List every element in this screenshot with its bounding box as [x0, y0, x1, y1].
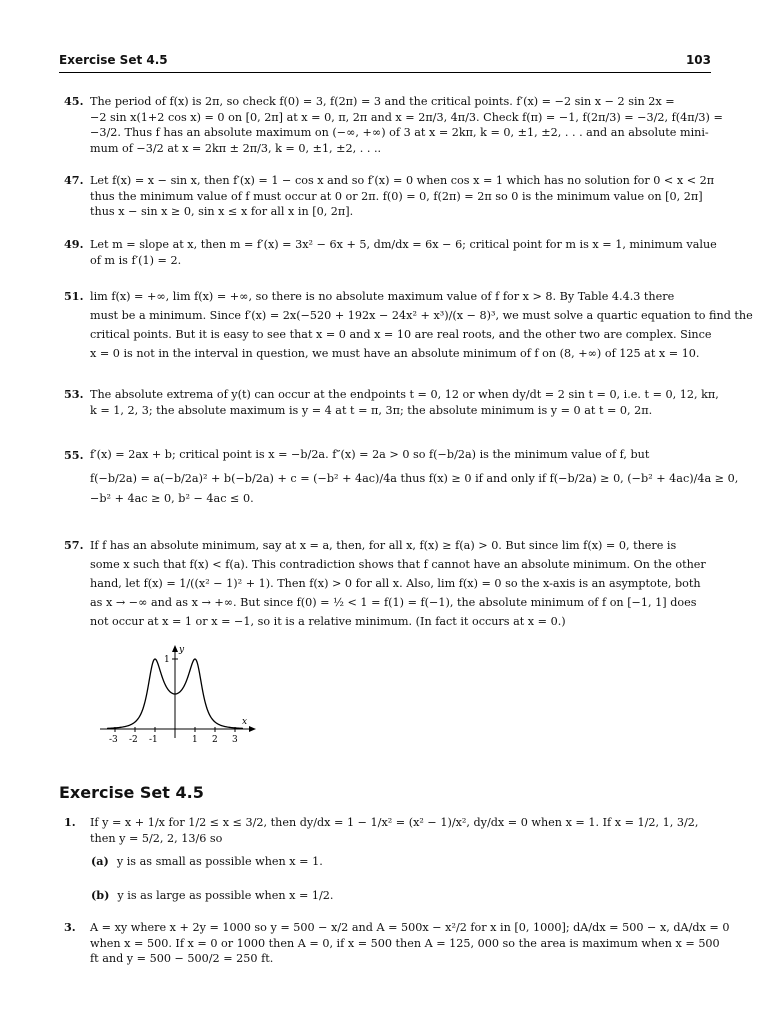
exercise-line: some x such that f(x) < f(a). This contradiction shows that f cannot have an absolute minimum. On the other	[90, 558, 706, 571]
exercise-line: not occur at x = 1 or x = −1, so it is a relative minimum. (In fact it occurs at x = 0.)	[90, 615, 566, 628]
exercise-51	[64, 287, 753, 363]
y-axis-label: y	[179, 645, 185, 655]
exercise-line: −2 sin x(1+2 cos x) = 0 on [0, 2π] at x = 0, π, 2π and x = 2π/3, 4π/3. Check f(π) = −1, f(2π/3) = −3/2, f(4π/3) =	[90, 110, 723, 124]
x-tick-label: -3	[109, 735, 118, 745]
exercise-line: critical points. But it is easy to see that x = 0 and x = 10 are real roots, and the other two are complex. Since	[90, 328, 712, 341]
exercise-53	[64, 387, 719, 418]
exercise-line: If y = x + 1/x for 1/2 ≤ x ≤ 3/2, then dy/dx = 1 − 1/x² = (x² − 1)/x², dy/dx = 0 when x = 1. If x = 1/2, 1, 3/2,	[90, 816, 699, 829]
exercise-line: −b² + 4ac ≥ 0, b² − 4ac ≤ 0.	[90, 492, 254, 505]
exercise-47	[64, 173, 715, 220]
exercise-line: −3/2. Thus f has an absolute maximum on (−∞, +∞) of 3 at x = 2kπ, k = 0, ±1, ±2, . . . and an absolute mini-	[90, 126, 709, 139]
part-a	[91, 854, 323, 868]
exercise-line: of m is f′(1) = 2.	[90, 253, 182, 267]
exercise-line: lim f(x) = +∞, lim f(x) = +∞, so there is no absolute maximum value of f for x > 8. By Table 4.4.3 there	[90, 290, 675, 303]
exercise-line: thus the minimum value of f must occur at 0 or 2π. f(0) = 0, f(2π) = 2π so 0 is the minimum value on [0, 2π]	[90, 189, 703, 203]
exercise-line: Let f(x) = x − sin x, then f′(x) = 1 − cos x and so f′(x) = 0 when cos x = 1 which has no solution for 0 < x < 2π	[90, 174, 715, 187]
exercise-55	[64, 443, 739, 507]
exercise-line: The absolute extrema of y(t) can occur at the endpoints t = 0, 12 or when dy/dt = 2 sin t = 0, i.e. t = 0, 12, kπ,	[90, 388, 719, 401]
header-title: Exercise Set 4.5	[59, 53, 168, 67]
exercise-number: 51.	[64, 289, 84, 303]
page-header	[59, 52, 711, 73]
section-exercise-3	[64, 920, 730, 967]
x-axis-arrow	[249, 726, 256, 732]
exercise-45	[64, 94, 723, 156]
part-text: y is as large as possible when x = 1/2.	[117, 889, 334, 902]
exercise-line: as x → −∞ and as x → +∞. But since f(0) = ½ < 1 = f(1) = f(−1), the absolute minimum of f on [−1, 1] does	[90, 596, 697, 609]
section-exercise-1	[64, 815, 711, 846]
exercise-line: The period of f(x) is 2π, so check f(0) = 3, f(2π) = 3 and the critical points. f′(x) = −2 sin x − 2 sin 2x =	[90, 95, 675, 108]
exercise-line: thus x − sin x ≥ 0, sin x ≤ x for all x in [0, 2π].	[90, 205, 354, 218]
exercise-line: A = xy where x + 2y = 1000 so y = 500 − x/2 and A = 500x − x²/2 for x in [0, 1000]; dA/dx = 500 − x, dA/dx = 0	[90, 921, 730, 934]
page-number: 103	[685, 53, 711, 67]
exercise-57	[64, 536, 711, 631]
exercise-line: Let m = slope at x, then m = f′(x) = 3x² − 6x + 5, dm/dx = 6x − 6; critical point for m is x = 1, minimum value	[90, 238, 717, 251]
part-label: (a)	[91, 854, 109, 868]
exercise-line: ft and y = 500 − 500/2 = 250 ft.	[90, 952, 274, 965]
exercise-number: 53.	[64, 387, 84, 401]
exercise-line: when x = 500. If x = 0 or 1000 then A = 0, if x = 500 then A = 125, 000 so the area is maximum when x = 500	[90, 936, 720, 950]
exercise-line: x = 0 is not in the interval in question, we must have an absolute minimum of f on (8, +∞) of 125 at x = 10.	[90, 347, 700, 360]
exercise-line: f′(x) = 2ax + b; critical point is x = −b/2a. f″(x) = 2a > 0 so f(−b/2a) is the minimum value of f, but	[90, 448, 650, 461]
exercise-line: hand, let f(x) = 1/((x² − 1)² + 1). Then f(x) > 0 for all x. Also, lim f(x) = 0 so the x-axis is an asymptote, both	[90, 577, 701, 590]
exercise-line: mum of −3/2 at x = 2kπ ± 2π/3, k = 0, ±1, ±2, . . ..	[90, 141, 382, 155]
exercise-number: 1.	[64, 815, 76, 829]
y-tick-label: 1	[164, 655, 170, 665]
y-axis-arrow	[172, 645, 178, 652]
part-text: y is as small as possible when x = 1.	[116, 855, 323, 868]
x-tick-label: -1	[149, 735, 158, 745]
exercise-line: then y = 5/2, 2, 13/6 so	[90, 831, 223, 845]
x-tick-label: 3	[232, 735, 238, 745]
exercise-number: 45.	[64, 94, 84, 108]
exercise-number: 55.	[64, 448, 84, 462]
exercise-line: f(−b/2a) = a(−b/2a)² + b(−b/2a) + c = (−b² + 4ac)/4a thus f(x) ≥ 0 if and only if f(−b/2a) ≥ 0, (−b² + 4ac)/4a ≥ 0,	[90, 472, 739, 485]
exercise-49	[64, 237, 717, 268]
part-label: (b)	[91, 888, 110, 902]
exercise-line: must be a minimum. Since f′(x) = 2x(−520 + 192x − 24x² + x³)/(x − 8)³, we must solve a quartic equation to find the	[90, 309, 753, 322]
section-title: Exercise Set 4.5	[59, 783, 204, 802]
exercise-line: k = 1, 2, 3; the absolute maximum is y = 4 at t = π, 3π; the absolute minimum is y = 0 at t = 0, 2π.	[90, 403, 653, 417]
x-tick-label: -2	[129, 735, 138, 745]
exercise-number: 47.	[64, 173, 84, 187]
x-tick-label: 1	[192, 735, 198, 745]
exercise-line: If f has an absolute minimum, say at x = a, then, for all x, f(x) ≥ f(a) > 0. But since lim f(x) = 0, there is	[90, 539, 677, 552]
x-tick-label: 2	[212, 735, 218, 745]
exercise-number: 49.	[64, 237, 84, 251]
function-graph	[100, 642, 260, 750]
x-axis-label: x	[242, 717, 248, 727]
exercise-number: 57.	[64, 538, 84, 552]
part-b	[91, 888, 333, 902]
exercise-number: 3.	[64, 920, 76, 934]
